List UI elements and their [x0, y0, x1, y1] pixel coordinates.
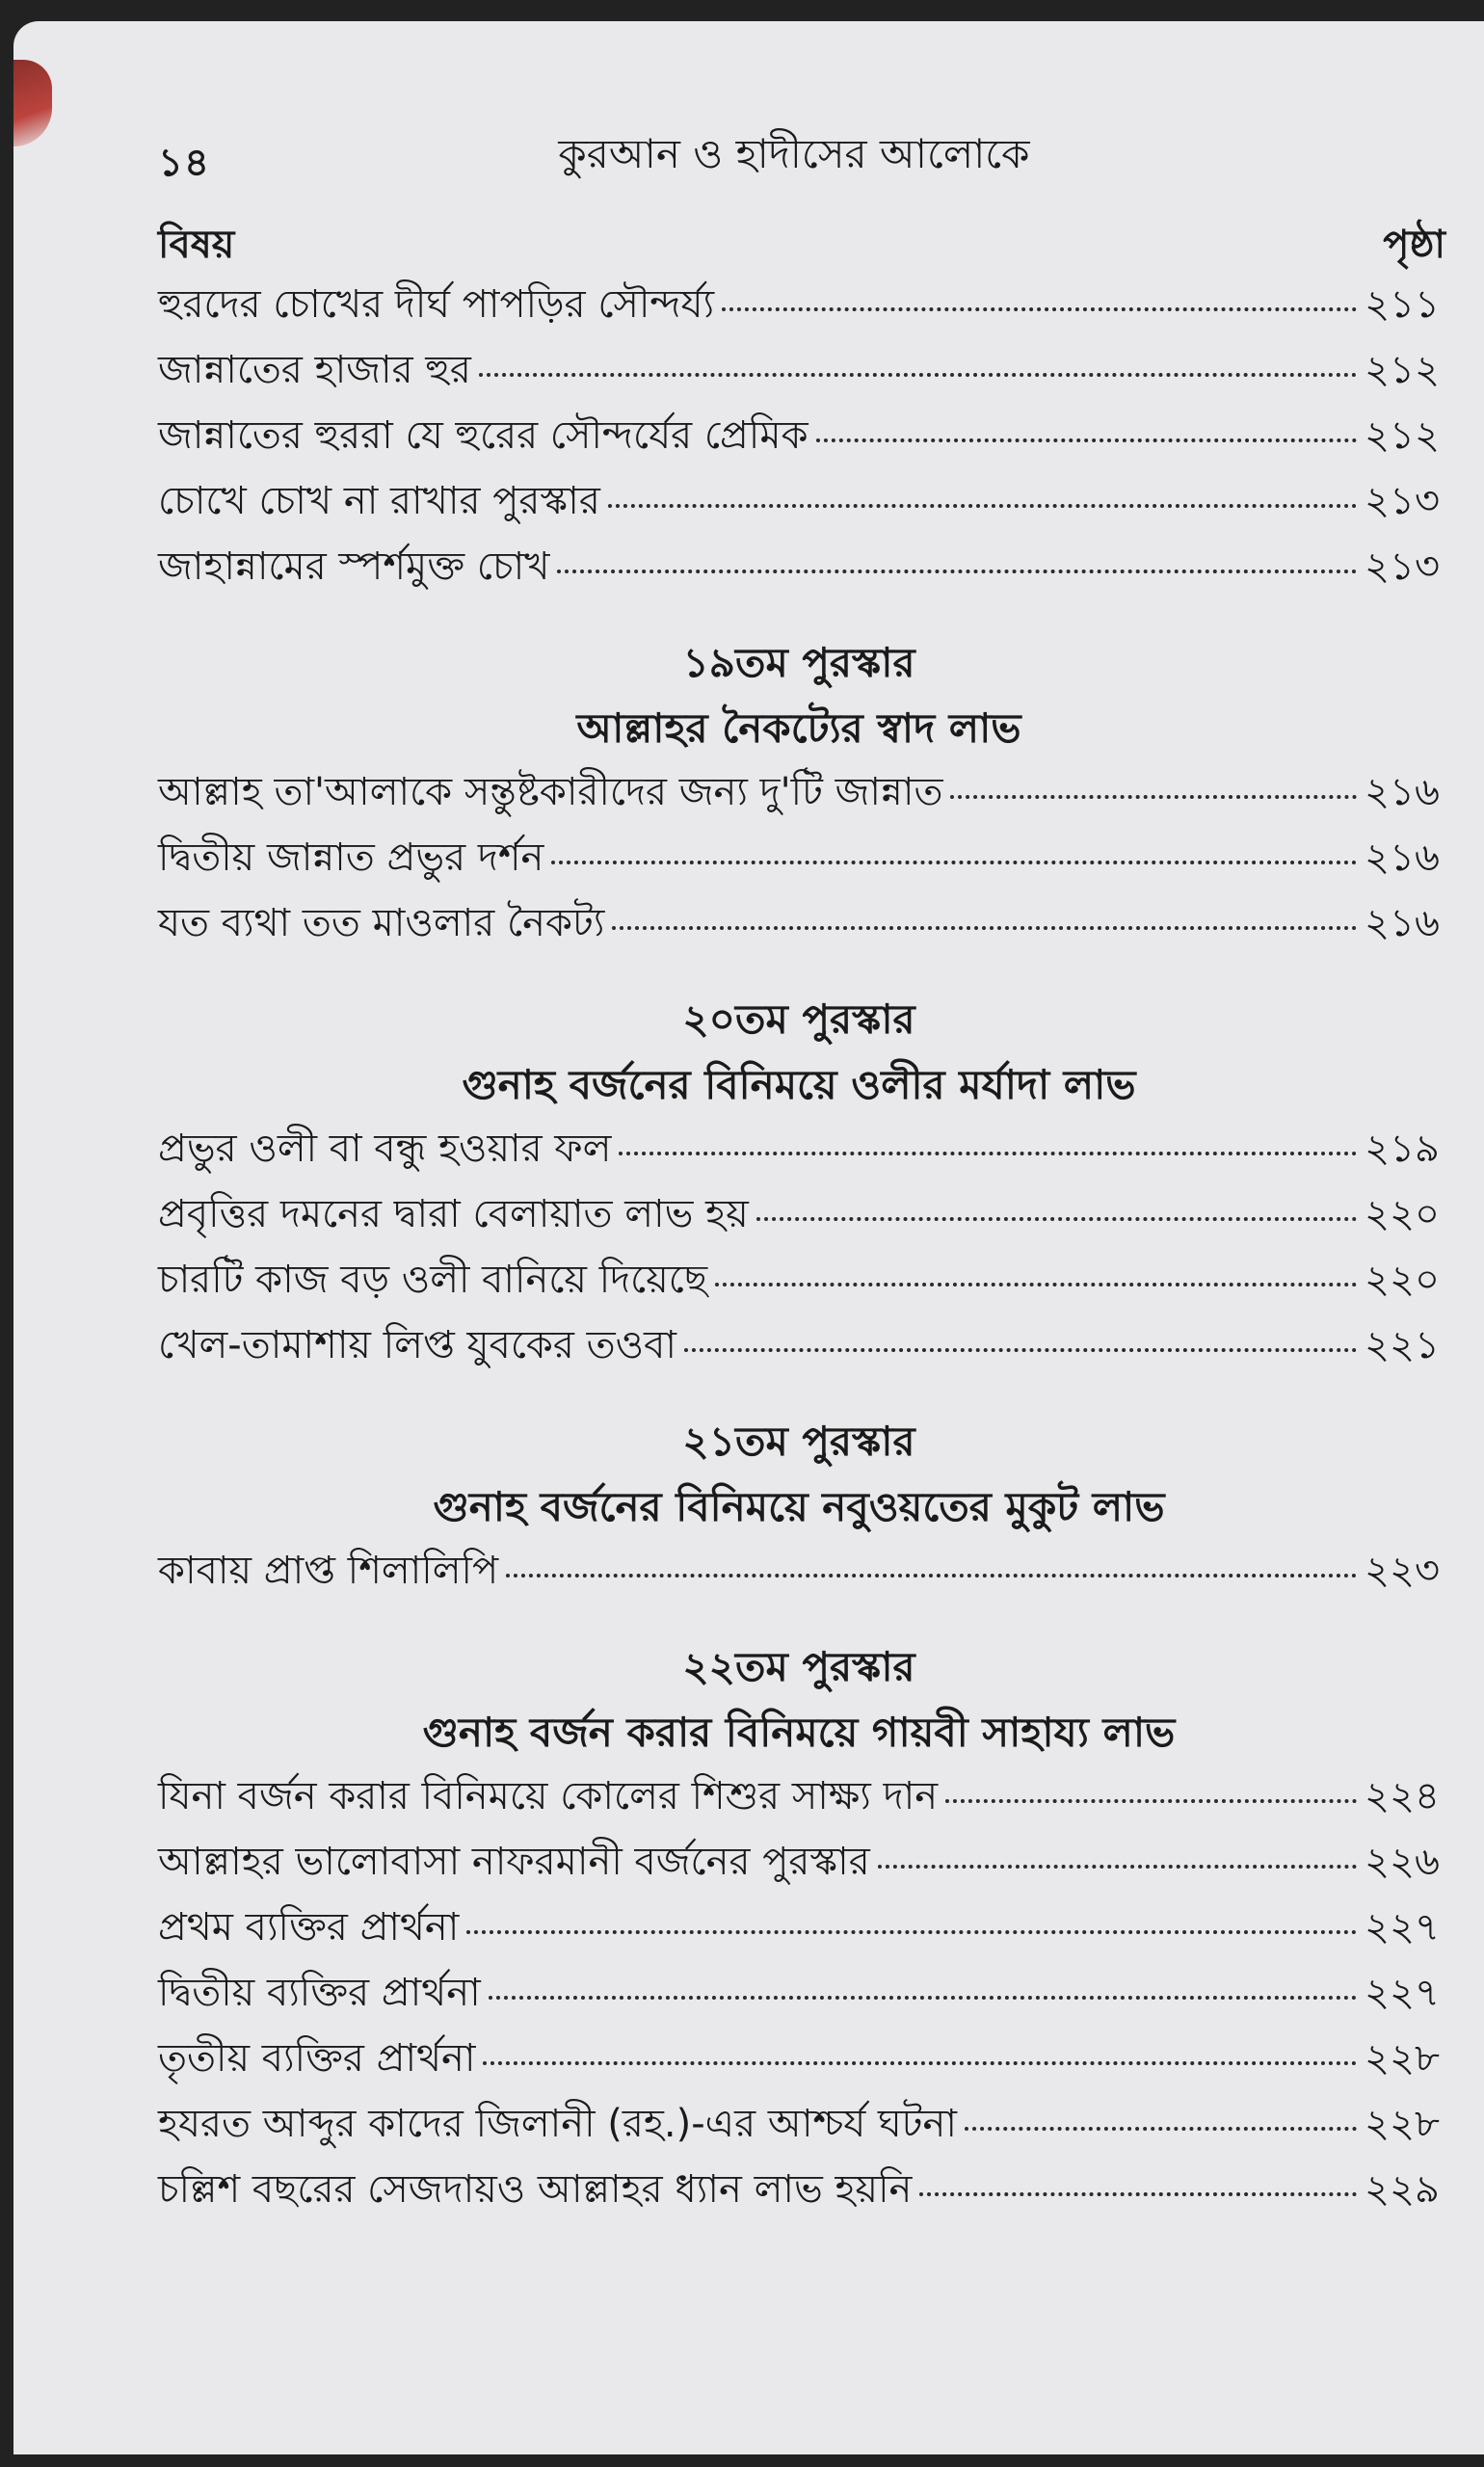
toc-entry	[158, 761, 1440, 827]
toc-entry	[158, 1314, 1440, 1380]
entry-page: ২২০	[1364, 1192, 1440, 1236]
entry-page: ২১১	[1365, 282, 1440, 327]
entry-title: দ্বিতীয় ব্যক্তির প্রার্থনা	[158, 1971, 481, 2015]
dot-leader	[722, 307, 1357, 311]
entry-page: ২২৬	[1364, 1840, 1440, 1884]
dot-leader	[878, 1865, 1357, 1869]
dot-leader	[715, 1283, 1357, 1287]
dot-leader	[945, 1799, 1357, 1803]
section-number: ২০তম পুরস্কার	[682, 995, 915, 1043]
page-number: ১৪	[158, 141, 210, 185]
entry-title: চারটি কাজ বড় ওলী বানিয়ে দিয়েছে	[158, 1258, 708, 1302]
book-page	[13, 21, 1484, 2454]
toc-entry	[158, 2093, 1440, 2159]
dot-leader	[756, 1217, 1357, 1221]
entry-page: ২১২	[1365, 348, 1440, 392]
toc-entry	[158, 2159, 1440, 2224]
entry-title: খেল-তামাশায় লিপ্ত যুবকের তওবা	[158, 1323, 676, 1367]
entry-title: জাহান্নামের স্পর্শমুক্ত চোখ	[158, 544, 550, 589]
toc-entry	[158, 405, 1440, 470]
entry-title: জান্নাতের হুররা যে হুরের সৌন্দর্যের প্রেমিক	[158, 413, 808, 458]
dot-leader	[919, 2192, 1357, 2196]
toc-entry	[158, 1897, 1440, 1962]
toc-entry	[158, 1118, 1440, 1183]
dot-leader	[684, 1348, 1357, 1352]
dot-leader	[551, 861, 1357, 864]
running-title: কুরআন ও হাদীসের আলোকে	[558, 130, 1030, 177]
page-heading: পৃষ্ঠা	[1383, 223, 1445, 267]
entry-page: ২১২	[1365, 413, 1440, 458]
entry-page: ২১৬	[1365, 770, 1440, 814]
dot-leader	[608, 504, 1357, 508]
dot-leader	[506, 1574, 1357, 1578]
toc-entry	[158, 2028, 1440, 2093]
entry-title: আল্লাহর ভালোবাসা নাফরমানী বর্জনের পুরস্কার	[158, 1840, 870, 1884]
entry-page: ২১৬	[1365, 901, 1440, 945]
toc-entry	[158, 1540, 1440, 1605]
section-heading	[158, 1634, 1440, 1765]
page-corner-mark	[13, 60, 52, 146]
toc-entry	[158, 1765, 1440, 1831]
table-of-contents	[158, 274, 1440, 2224]
entry-title: প্রবৃত্তির দমনের দ্বারা বেলায়াত লাভ হয়	[158, 1192, 749, 1236]
entry-page: ২২৪	[1365, 1774, 1440, 1818]
section-number: ২২তম পুরস্কার	[682, 1643, 915, 1690]
entry-title: তৃতীয় ব্যক্তির প্রার্থনা	[158, 2036, 476, 2081]
section-title: গুনাহ বর্জনের বিনিময়ে ওলীর মর্যাদা লাভ	[462, 1061, 1136, 1108]
entry-title: যত ব্যথা তত মাওলার নৈকট্য	[158, 901, 605, 945]
entry-title: যিনা বর্জন করার বিনিময়ে কোলের শিশুর সাক্ষ্য দান	[158, 1774, 939, 1818]
section-title: গুনাহ বর্জন করার বিনিময়ে গায়বী সাহায্য লাভ	[422, 1709, 1176, 1756]
dot-leader	[557, 570, 1357, 573]
entry-title: প্রভুর ওলী বা বন্ধু হওয়ার ফল	[158, 1127, 612, 1171]
dot-leader	[479, 373, 1357, 377]
toc-entry	[158, 1249, 1440, 1314]
entry-title: প্রথম ব্যক্তির প্রার্থনা	[158, 1905, 460, 1950]
entry-title: চল্লিশ বছরের সেজদায়ও আল্লাহর ধ্যান লাভ হয়নি	[158, 2167, 913, 2212]
entry-title: দ্বিতীয় জান্নাত প্রভুর দর্শন	[158, 836, 544, 880]
entry-page: ২২১	[1365, 1323, 1440, 1367]
toc-entry	[158, 1962, 1440, 2028]
column-headings	[158, 214, 1445, 268]
toc-entry	[158, 536, 1440, 601]
section-heading	[158, 1409, 1440, 1540]
section-heading	[158, 630, 1440, 761]
section-heading	[158, 987, 1440, 1118]
entry-page: ২১৩	[1365, 479, 1440, 523]
toc-entry	[158, 274, 1440, 339]
entry-page: ২১৯	[1365, 1127, 1440, 1171]
dot-leader	[816, 438, 1357, 442]
dot-leader	[483, 2061, 1357, 2065]
dot-leader	[619, 1152, 1357, 1155]
entry-page: ২২৩	[1364, 1549, 1440, 1593]
entry-title: কাবায় প্রাপ্ত শিলালিপি	[158, 1549, 499, 1593]
entry-title: জান্নাতের হাজার হুর	[158, 348, 471, 392]
toc-entry	[158, 470, 1440, 536]
dot-leader	[965, 2127, 1357, 2131]
toc-entry	[158, 1831, 1440, 1897]
running-head	[158, 122, 1430, 185]
subject-heading: বিষয়	[158, 223, 235, 267]
dot-leader	[612, 926, 1357, 930]
entry-page: ২২৭	[1364, 1971, 1440, 2015]
section-number: ২১তম পুরস্কার	[682, 1418, 915, 1465]
entry-page: ২২৯	[1365, 2167, 1440, 2212]
section-title: গুনাহ বর্জনের বিনিময়ে নবুওয়তের মুকুট লাভ	[433, 1483, 1165, 1530]
section-title: আল্লাহর নৈকট্যের স্বাদ লাভ	[576, 704, 1021, 752]
entry-page: ২১৬	[1365, 836, 1440, 880]
entry-page: ২২০	[1364, 1258, 1440, 1302]
toc-entry	[158, 1183, 1440, 1249]
entry-title: হুরদের চোখের দীর্ঘ পাপড়ির সৌন্দর্য্য	[158, 282, 715, 327]
dot-leader	[950, 795, 1357, 799]
entry-page: ২২৭	[1364, 1905, 1440, 1950]
entry-page: ২১৩	[1365, 544, 1440, 589]
entry-page: ২২৮	[1365, 2036, 1440, 2081]
toc-entry	[158, 892, 1440, 958]
entry-title: চোখে চোখ না রাখার পুরস্কার	[158, 479, 600, 523]
entry-title: হযরত আব্দুর কাদের জিলানী (রহ.)-এর আশ্চর্য ঘটনা	[158, 2102, 957, 2146]
toc-entry	[158, 339, 1440, 405]
dot-leader	[466, 1930, 1357, 1934]
entry-title: আল্লাহ তা'আলাকে সন্তুষ্টকারীদের জন্য দু'টি জান্নাত	[158, 770, 943, 814]
section-number: ১৯তম পুরস্কার	[682, 639, 915, 686]
toc-entry	[158, 827, 1440, 892]
dot-leader	[489, 1996, 1357, 2000]
entry-page: ২২৮	[1365, 2102, 1440, 2146]
